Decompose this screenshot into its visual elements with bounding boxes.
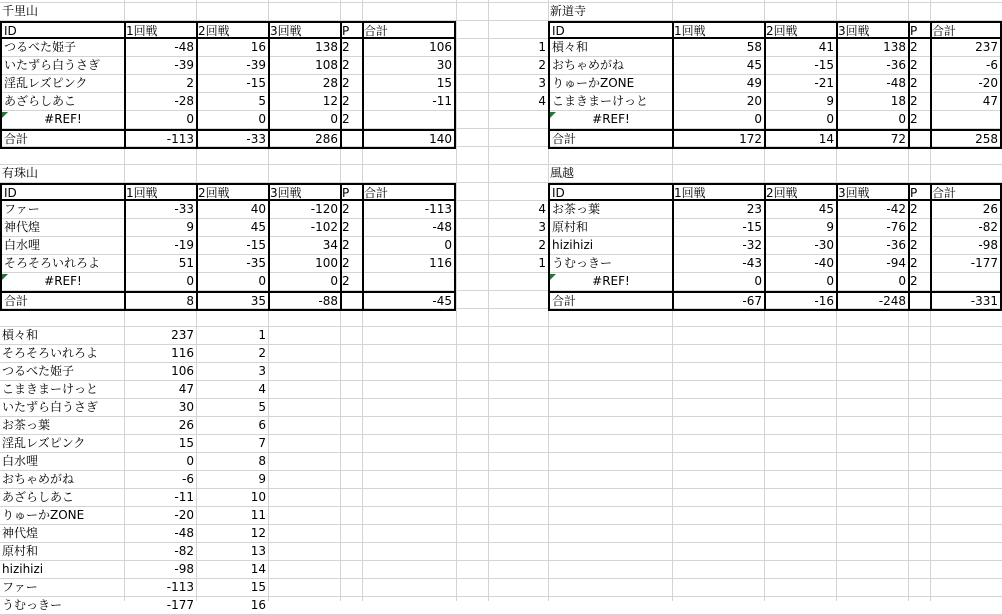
ranking-name[interactable]: hizihizi <box>2 562 44 576</box>
rank-number[interactable] <box>488 111 548 129</box>
score-cell[interactable]: 0 <box>268 111 342 129</box>
score-cell[interactable]: 0 <box>268 273 342 291</box>
ranking-position[interactable]: 10 <box>250 490 266 504</box>
score-cell[interactable]: 100 <box>268 255 342 273</box>
p-cell[interactable]: 2 <box>340 273 364 291</box>
sum-cell[interactable]: -33 <box>196 129 270 149</box>
rank-number[interactable]: 3 <box>538 220 546 234</box>
column-header[interactable]: 3回戦 <box>836 21 910 39</box>
ranking-name[interactable]: お茶っ葉 <box>2 418 51 432</box>
score-cell[interactable]: 0 <box>764 273 838 291</box>
column-header[interactable]: P <box>908 183 932 201</box>
column-header[interactable]: P <box>340 21 364 39</box>
player-id-cell[interactable]: 白水哩 <box>0 237 126 255</box>
score-cell[interactable]: 41 <box>764 39 838 57</box>
p-cell[interactable]: 2 <box>908 255 932 273</box>
sum-cell[interactable]: 258 <box>930 129 1002 149</box>
score-cell[interactable]: -43 <box>672 255 766 273</box>
p-cell[interactable]: 2 <box>340 201 364 219</box>
sum-cell[interactable]: -248 <box>836 291 910 311</box>
score-cell[interactable]: -21 <box>764 75 838 93</box>
score-cell[interactable]: 0 <box>836 111 910 129</box>
score-cell[interactable]: -40 <box>764 255 838 273</box>
sum-p-cell[interactable] <box>908 129 932 149</box>
p-cell[interactable]: 2 <box>340 93 364 111</box>
player-id-cell[interactable]: いたずら白うさぎ <box>0 57 126 75</box>
score-cell[interactable]: 45 <box>764 201 838 219</box>
column-header[interactable]: 1回戦 <box>672 21 766 39</box>
ranking-name[interactable]: いたずら白うさぎ <box>2 400 99 414</box>
score-cell[interactable]: -102 <box>268 219 342 237</box>
ranking-position[interactable]: 1 <box>258 328 266 342</box>
gridline-horizontal <box>0 2 1002 3</box>
ranking-position[interactable]: 2 <box>258 346 266 360</box>
p-cell[interactable]: 2 <box>908 201 932 219</box>
ranking-name[interactable]: 神代煌 <box>2 526 39 540</box>
player-id-cell[interactable]: hizihizi <box>548 237 674 255</box>
total-cell[interactable]: 237 <box>930 39 1002 57</box>
score-cell[interactable]: -15 <box>196 75 270 93</box>
player-id-cell[interactable]: うむっきー <box>548 255 674 273</box>
ranking-score[interactable]: -48 <box>174 526 194 540</box>
table-title[interactable]: 新道寺 <box>550 4 587 18</box>
score-cell[interactable]: 2 <box>124 75 198 93</box>
player-id-cell[interactable]: #REF! <box>0 273 126 291</box>
score-cell[interactable]: -94 <box>836 255 910 273</box>
total-cell[interactable]: -177 <box>930 255 1002 273</box>
player-id-cell[interactable]: 原村和 <box>548 219 674 237</box>
rank-number[interactable]: 1 <box>538 40 546 54</box>
score-cell[interactable]: 20 <box>672 93 766 111</box>
player-id-cell[interactable]: つるべた姫子 <box>0 39 126 57</box>
ranking-position[interactable]: 8 <box>258 454 266 468</box>
ranking-name[interactable]: つるべた姫子 <box>2 364 75 378</box>
p-cell[interactable]: 2 <box>340 111 364 129</box>
ranking-score[interactable]: -11 <box>174 490 194 504</box>
score-cell[interactable]: -120 <box>268 201 342 219</box>
gridline-vertical <box>456 0 457 601</box>
ranking-name[interactable]: りゅーかZONE <box>2 508 85 522</box>
ranking-position[interactable]: 11 <box>250 508 266 522</box>
sum-cell[interactable]: 140 <box>362 129 456 149</box>
score-cell[interactable]: 12 <box>268 93 342 111</box>
sum-cell[interactable]: -67 <box>672 291 766 311</box>
score-cell[interactable]: 108 <box>268 57 342 75</box>
column-header[interactable]: ID <box>548 21 674 39</box>
total-cell[interactable]: 30 <box>362 57 456 75</box>
sum-p-cell[interactable] <box>908 291 932 311</box>
score-cell[interactable]: 0 <box>764 111 838 129</box>
total-cell[interactable]: -82 <box>930 219 1002 237</box>
sum-p-cell[interactable] <box>340 129 364 149</box>
rank-number[interactable]: 4 <box>538 94 546 108</box>
p-cell[interactable]: 2 <box>908 219 932 237</box>
column-header[interactable]: 2回戦 <box>196 21 270 39</box>
sum-label[interactable]: 合計 <box>548 291 674 311</box>
score-cell[interactable]: 9 <box>764 219 838 237</box>
ranking-score[interactable]: 237 <box>171 328 194 342</box>
ranking-name[interactable]: あざらしあこ <box>2 490 75 504</box>
score-cell[interactable]: -39 <box>196 57 270 75</box>
ranking-score[interactable]: 47 <box>178 382 194 396</box>
ranking-score[interactable]: -98 <box>174 562 194 576</box>
score-cell[interactable]: -42 <box>836 201 910 219</box>
score-cell[interactable]: 0 <box>124 273 198 291</box>
column-header[interactable]: P <box>908 21 932 39</box>
ranking-name[interactable]: うむっきー <box>2 598 63 612</box>
score-cell[interactable]: 49 <box>672 75 766 93</box>
column-header[interactable]: ID <box>0 21 126 39</box>
player-id-cell[interactable]: #REF! <box>0 111 126 129</box>
table-title[interactable]: 風越 <box>550 166 575 180</box>
score-cell[interactable]: -15 <box>196 237 270 255</box>
table-title[interactable]: 千里山 <box>2 4 39 18</box>
score-cell[interactable]: 0 <box>672 111 766 129</box>
p-cell[interactable]: 2 <box>340 237 364 255</box>
total-cell[interactable]: 0 <box>362 237 456 255</box>
ranking-name[interactable]: 白水哩 <box>2 454 39 468</box>
sum-cell[interactable]: 14 <box>764 129 838 149</box>
score-cell[interactable]: 0 <box>672 273 766 291</box>
rank-number[interactable] <box>488 273 548 291</box>
column-header[interactable]: 3回戦 <box>836 183 910 201</box>
ranking-score[interactable]: -6 <box>182 472 194 486</box>
column-header[interactable]: 1回戦 <box>124 21 198 39</box>
score-cell[interactable]: -28 <box>124 93 198 111</box>
player-id-cell[interactable]: こまきまーけっと <box>548 93 674 111</box>
column-header[interactable]: 1回戦 <box>672 183 766 201</box>
p-cell[interactable]: 2 <box>908 75 932 93</box>
score-cell[interactable]: 5 <box>196 93 270 111</box>
ranking-position[interactable]: 12 <box>250 526 266 540</box>
ranking-position[interactable]: 16 <box>250 598 266 612</box>
total-cell[interactable]: -6 <box>930 57 1002 75</box>
ranking-score[interactable]: -82 <box>174 544 194 558</box>
score-cell[interactable]: 58 <box>672 39 766 57</box>
column-header[interactable]: 1回戦 <box>124 183 198 201</box>
score-cell[interactable]: 45 <box>196 219 270 237</box>
sum-label[interactable]: 合計 <box>0 291 126 311</box>
score-cell[interactable]: -76 <box>836 219 910 237</box>
total-cell[interactable]: -48 <box>362 219 456 237</box>
total-cell[interactable]: 15 <box>362 75 456 93</box>
rank-number[interactable]: 2 <box>538 238 546 252</box>
score-cell[interactable]: 16 <box>196 39 270 57</box>
score-cell[interactable]: 0 <box>836 273 910 291</box>
total-cell[interactable]: 106 <box>362 39 456 57</box>
error-indicator-icon <box>550 274 556 280</box>
error-indicator-icon <box>2 274 8 280</box>
total-cell[interactable]: 26 <box>930 201 1002 219</box>
p-cell[interactable]: 2 <box>908 39 932 57</box>
ranking-position[interactable]: 9 <box>258 472 266 486</box>
rank-number[interactable]: 3 <box>538 76 546 90</box>
column-header[interactable]: 3回戦 <box>268 21 342 39</box>
score-cell[interactable]: -15 <box>764 57 838 75</box>
sum-cell[interactable]: 286 <box>268 129 342 149</box>
score-cell[interactable]: 51 <box>124 255 198 273</box>
total-cell[interactable] <box>362 111 456 129</box>
sum-cell[interactable]: -88 <box>268 291 342 311</box>
sum-cell[interactable]: 172 <box>672 129 766 149</box>
score-cell[interactable]: 23 <box>672 201 766 219</box>
sum-cell[interactable]: -113 <box>124 129 198 149</box>
score-cell[interactable]: 18 <box>836 93 910 111</box>
score-cell[interactable]: 138 <box>268 39 342 57</box>
score-cell[interactable]: 0 <box>196 111 270 129</box>
ranking-name[interactable]: ファー <box>2 580 38 594</box>
score-cell[interactable]: -35 <box>196 255 270 273</box>
sum-cell[interactable]: 72 <box>836 129 910 149</box>
column-header[interactable]: 2回戦 <box>196 183 270 201</box>
column-header[interactable]: 合計 <box>362 183 456 201</box>
score-cell[interactable]: 138 <box>836 39 910 57</box>
total-cell[interactable]: -98 <box>930 237 1002 255</box>
p-cell[interactable]: 2 <box>340 219 364 237</box>
sum-cell[interactable]: -45 <box>362 291 456 311</box>
ranking-position[interactable]: 4 <box>258 382 266 396</box>
ranking-position[interactable]: 7 <box>258 436 266 450</box>
player-id-cell[interactable]: #REF! <box>548 111 674 129</box>
score-cell[interactable]: -36 <box>836 57 910 75</box>
ranking-position[interactable]: 13 <box>250 544 266 558</box>
total-cell[interactable] <box>362 273 456 291</box>
p-cell[interactable]: 2 <box>340 57 364 75</box>
table-title[interactable]: 有珠山 <box>2 166 39 180</box>
ranking-position[interactable]: 15 <box>250 580 266 594</box>
rank-number[interactable]: 2 <box>538 58 546 72</box>
score-cell[interactable]: -30 <box>764 237 838 255</box>
ranking-name[interactable]: 槓々和 <box>2 328 39 342</box>
total-cell[interactable] <box>930 273 1002 291</box>
player-id-cell[interactable]: #REF! <box>548 273 674 291</box>
total-cell[interactable]: -11 <box>362 93 456 111</box>
ranking-score[interactable]: 15 <box>178 436 194 450</box>
ranking-score[interactable]: -113 <box>166 580 194 594</box>
total-cell[interactable]: 116 <box>362 255 456 273</box>
score-cell[interactable]: 0 <box>124 111 198 129</box>
score-cell[interactable]: -48 <box>836 75 910 93</box>
column-header[interactable]: 合計 <box>930 183 1002 201</box>
ranking-position[interactable]: 5 <box>258 400 266 414</box>
sum-cell[interactable]: -331 <box>930 291 1002 311</box>
sum-cell[interactable]: 8 <box>124 291 198 311</box>
p-cell[interactable]: 2 <box>908 237 932 255</box>
column-header[interactable]: 3回戦 <box>268 183 342 201</box>
rank-number[interactable]: 1 <box>538 256 546 270</box>
score-cell[interactable]: -36 <box>836 237 910 255</box>
ranking-name[interactable]: そろそろいれろよ <box>2 346 99 360</box>
p-cell[interactable]: 2 <box>340 39 364 57</box>
ranking-score[interactable]: 106 <box>171 364 194 378</box>
player-id-cell[interactable]: お茶っ葉 <box>548 201 674 219</box>
ranking-position[interactable]: 3 <box>258 364 266 378</box>
p-cell[interactable]: 2 <box>908 57 932 75</box>
sum-cell[interactable]: 35 <box>196 291 270 311</box>
ranking-score[interactable]: -20 <box>174 508 194 522</box>
column-header[interactable]: 合計 <box>362 21 456 39</box>
score-cell[interactable]: -19 <box>124 237 198 255</box>
score-cell[interactable]: 40 <box>196 201 270 219</box>
player-id-cell[interactable]: 神代煌 <box>0 219 126 237</box>
total-cell[interactable]: -113 <box>362 201 456 219</box>
error-indicator-icon <box>2 112 8 118</box>
error-indicator-icon <box>550 112 556 118</box>
ranking-position[interactable]: 6 <box>258 418 266 432</box>
score-cell[interactable]: -39 <box>124 57 198 75</box>
score-cell[interactable]: -32 <box>672 237 766 255</box>
column-header[interactable]: 合計 <box>930 21 1002 39</box>
ranking-position[interactable]: 14 <box>250 562 266 576</box>
total-cell[interactable]: 47 <box>930 93 1002 111</box>
ranking-score[interactable]: 0 <box>186 454 194 468</box>
sum-p-cell[interactable] <box>340 291 364 311</box>
ranking-name[interactable]: こまきまーけっと <box>2 382 99 396</box>
player-id-cell[interactable]: あざらしあこ <box>0 93 126 111</box>
rank-number[interactable]: 4 <box>538 202 546 216</box>
player-id-cell[interactable]: 槓々和 <box>548 39 674 57</box>
column-header[interactable]: P <box>340 183 364 201</box>
column-header[interactable]: ID <box>548 183 674 201</box>
player-id-cell[interactable]: ファー <box>0 201 126 219</box>
total-cell[interactable] <box>930 111 1002 129</box>
ranking-name[interactable]: 淫乱レズピンク <box>2 436 86 450</box>
ranking-score[interactable]: -177 <box>166 598 194 612</box>
p-cell[interactable]: 2 <box>340 255 364 273</box>
score-cell[interactable]: 34 <box>268 237 342 255</box>
ranking-score[interactable]: 26 <box>178 418 194 432</box>
score-cell[interactable]: -33 <box>124 201 198 219</box>
gridline-horizontal <box>0 164 1002 165</box>
score-cell[interactable]: 9 <box>764 93 838 111</box>
score-cell[interactable]: 45 <box>672 57 766 75</box>
sum-label[interactable]: 合計 <box>0 129 126 149</box>
player-id-cell[interactable]: おちゃめがね <box>548 57 674 75</box>
total-cell[interactable]: -20 <box>930 75 1002 93</box>
player-id-cell[interactable]: 淫乱レズピンク <box>0 75 126 93</box>
score-cell[interactable]: -15 <box>672 219 766 237</box>
column-header[interactable]: 2回戦 <box>764 21 838 39</box>
score-cell[interactable]: 9 <box>124 219 198 237</box>
sum-cell[interactable]: -16 <box>764 291 838 311</box>
column-header[interactable]: 2回戦 <box>764 183 838 201</box>
column-header[interactable]: ID <box>0 183 126 201</box>
ranking-score[interactable]: 116 <box>171 346 194 360</box>
ranking-score[interactable]: 30 <box>178 400 194 414</box>
player-id-cell[interactable]: そろそろいれろよ <box>0 255 126 273</box>
p-cell[interactable]: 2 <box>340 75 364 93</box>
player-id-cell[interactable]: りゅーかZONE <box>548 75 674 93</box>
sum-label[interactable]: 合計 <box>548 129 674 149</box>
p-cell[interactable]: 2 <box>908 111 932 129</box>
p-cell[interactable]: 2 <box>908 93 932 111</box>
ranking-name[interactable]: おちゃめがね <box>2 472 75 486</box>
score-cell[interactable]: 28 <box>268 75 342 93</box>
score-cell[interactable]: 0 <box>196 273 270 291</box>
score-cell[interactable]: -48 <box>124 39 198 57</box>
ranking-name[interactable]: 原村和 <box>2 544 39 558</box>
p-cell[interactable]: 2 <box>908 273 932 291</box>
